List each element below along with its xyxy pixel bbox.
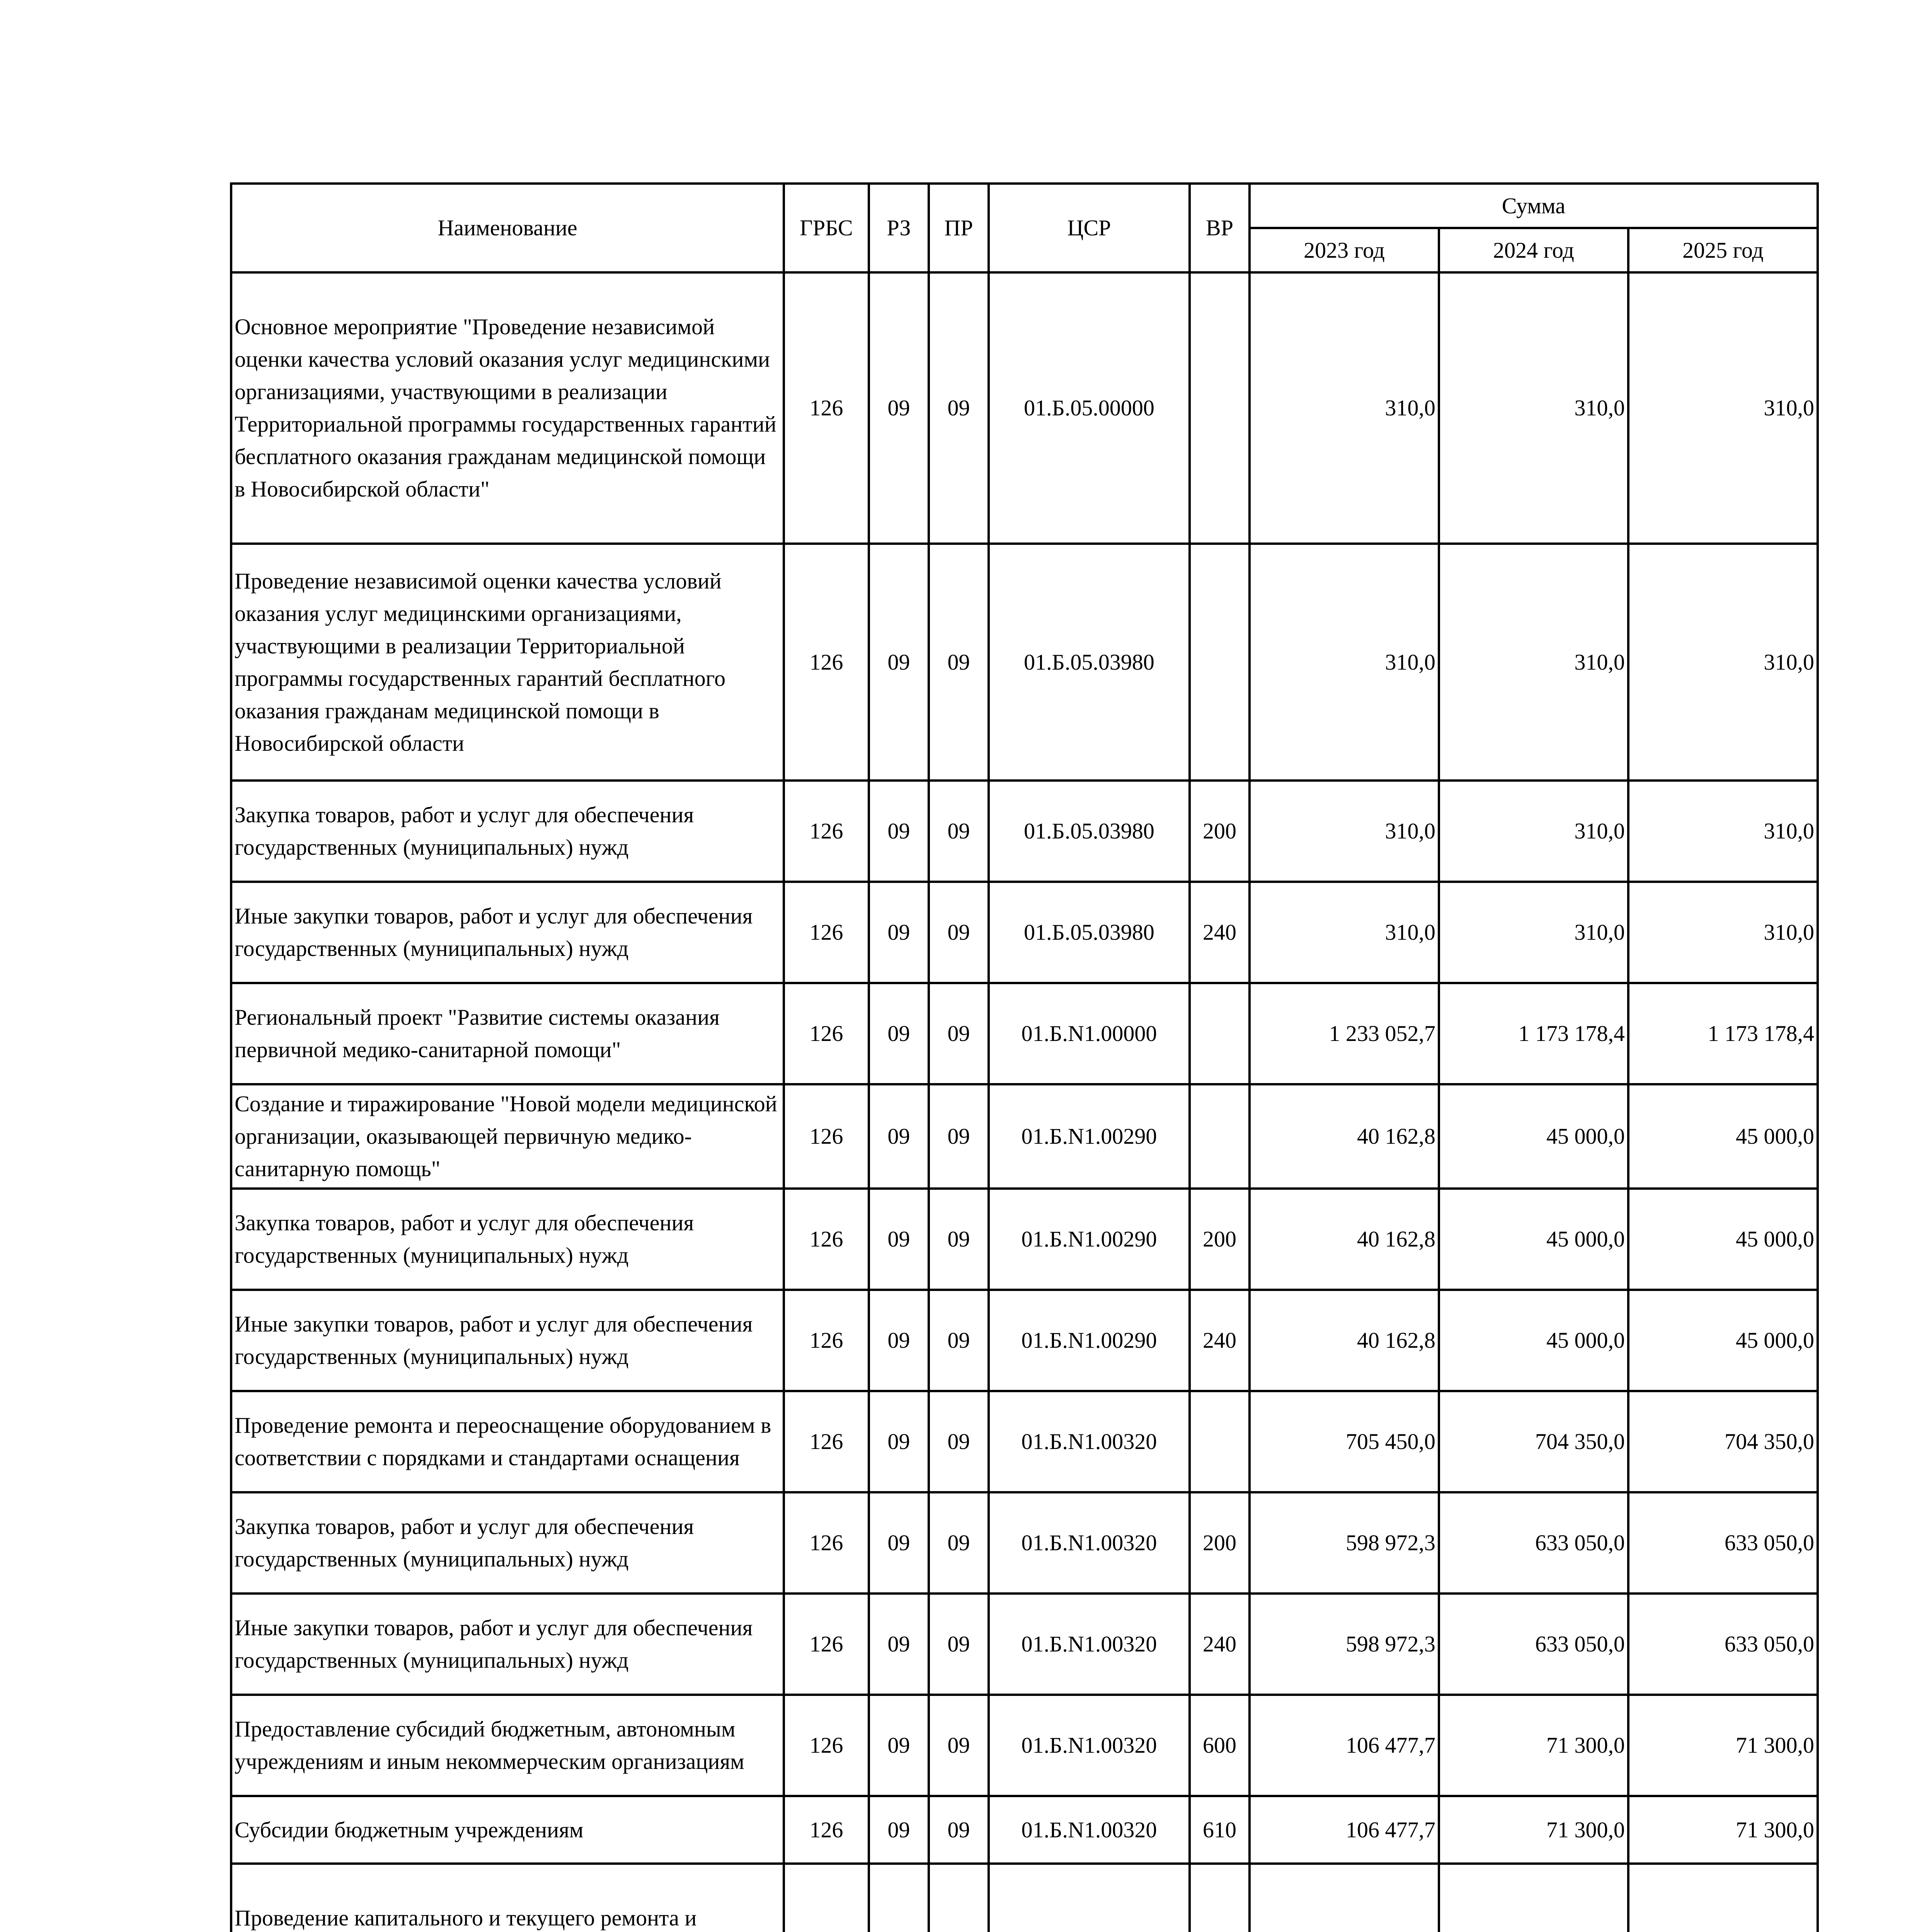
cell-2023: 598 972,3 <box>1250 1594 1439 1695</box>
cell-grbs: 126 <box>784 1695 869 1796</box>
cell-pr: 09 <box>929 1290 989 1391</box>
cell-name: Закупка товаров, работ и услуг для обеспечения государственных (муниципальных) нужд <box>231 1492 784 1594</box>
cell-2024: 310,0 <box>1439 882 1628 983</box>
cell-csr: 01.Б.05.03980 <box>989 781 1190 882</box>
cell-csr: 01.Б.N1.00290 <box>989 1189 1190 1290</box>
cell-2024: 45 000,0 <box>1439 1290 1628 1391</box>
cell-2023: 40 162,8 <box>1250 1189 1439 1290</box>
cell-grbs: 126 <box>784 781 869 882</box>
cell-vr: 600 <box>1190 1695 1250 1796</box>
cell-csr <box>989 1864 1190 1932</box>
cell-rz: 09 <box>869 983 929 1084</box>
cell-2023: 40 162,8 <box>1250 1290 1439 1391</box>
cell-grbs: 126 <box>784 1796 869 1864</box>
cell-csr: 01.Б.05.00000 <box>989 272 1190 544</box>
cell-pr: 09 <box>929 882 989 983</box>
cell-rz: 09 <box>869 1695 929 1796</box>
header-sum: Сумма <box>1250 184 1818 228</box>
cell-2023: 106 477,7 <box>1250 1796 1439 1864</box>
table-row <box>231 544 1818 781</box>
cell-2024: 633 050,0 <box>1439 1594 1628 1695</box>
header-name: Наименование <box>231 184 784 272</box>
cell-name: Проведение независимой оценки качества условий оказания услуг медицинскими организациями, участвующими в реализации Территориальной программы государственных гарантий бесплатного оказания гражданам медицинской помощи в Новосибирской области <box>231 544 784 781</box>
cell-vr: 200 <box>1190 1492 1250 1594</box>
cell-rz <box>869 1864 929 1932</box>
cell-2024: 45 000,0 <box>1439 1084 1628 1189</box>
cell-2023: 310,0 <box>1250 544 1439 781</box>
header-csr: ЦСР <box>989 184 1190 272</box>
table-row <box>231 983 1818 1084</box>
cell-vr <box>1190 1084 1250 1189</box>
cell-vr: 240 <box>1190 882 1250 983</box>
cell-name: Проведение капитального и текущего ремонта и <box>231 1864 784 1932</box>
cell-rz: 09 <box>869 1290 929 1391</box>
cell-csr: 01.Б.N1.00320 <box>989 1695 1190 1796</box>
cell-grbs: 126 <box>784 1391 869 1492</box>
cell-rz: 09 <box>869 882 929 983</box>
cell-rz: 09 <box>869 1084 929 1189</box>
cell-2024: 45 000,0 <box>1439 1189 1628 1290</box>
cell-name: Иные закупки товаров, работ и услуг для обеспечения государственных (муниципальных) нужд <box>231 1290 784 1391</box>
cell-rz: 09 <box>869 1189 929 1290</box>
cell-csr: 01.Б.N1.00290 <box>989 1084 1190 1189</box>
table-row <box>231 1492 1818 1594</box>
cell-2025: 310,0 <box>1628 781 1818 882</box>
cell-2023: 705 450,0 <box>1250 1391 1439 1492</box>
cell-name: Создание и тиражирование "Новой модели медицинской организации, оказывающей первичную медико-санитарную помощь" <box>231 1084 784 1189</box>
cell-2023: 310,0 <box>1250 781 1439 882</box>
table-row <box>231 882 1818 983</box>
cell-pr: 09 <box>929 1796 989 1864</box>
cell-2023: 310,0 <box>1250 882 1439 983</box>
cell-2024: 1 173 178,4 <box>1439 983 1628 1084</box>
cell-pr: 09 <box>929 272 989 544</box>
cell-name: Иные закупки товаров, работ и услуг для обеспечения государственных (муниципальных) нужд <box>231 1594 784 1695</box>
cell-vr: 200 <box>1190 1189 1250 1290</box>
table-header <box>231 184 1818 272</box>
cell-csr: 01.Б.05.03980 <box>989 882 1190 983</box>
header-year-2024: 2024 год <box>1439 228 1628 272</box>
cell-2023: 598 972,3 <box>1250 1492 1439 1594</box>
cell-pr: 09 <box>929 781 989 882</box>
cell-csr: 01.Б.N1.00320 <box>989 1492 1190 1594</box>
cell-2023: 310,0 <box>1250 272 1439 544</box>
cell-name: Закупка товаров, работ и услуг для обеспечения государственных (муниципальных) нужд <box>231 1189 784 1290</box>
cell-pr <box>929 1864 989 1932</box>
cell-2025: 45 000,0 <box>1628 1290 1818 1391</box>
cell-grbs: 126 <box>784 1290 869 1391</box>
cell-2025: 633 050,0 <box>1628 1492 1818 1594</box>
table-row <box>231 272 1818 544</box>
cell-vr: 240 <box>1190 1290 1250 1391</box>
cell-grbs: 126 <box>784 272 869 544</box>
cell-rz: 09 <box>869 272 929 544</box>
table-row <box>231 1695 1818 1796</box>
cell-pr: 09 <box>929 1492 989 1594</box>
cell-2025: 633 050,0 <box>1628 1594 1818 1695</box>
cell-vr: 240 <box>1190 1594 1250 1695</box>
table-row <box>231 1290 1818 1391</box>
cell-2024: 310,0 <box>1439 272 1628 544</box>
cell-vr <box>1190 544 1250 781</box>
cell-pr: 09 <box>929 1189 989 1290</box>
header-year-2023: 2023 год <box>1250 228 1439 272</box>
cell-vr: 610 <box>1190 1796 1250 1864</box>
cell-name: Проведение ремонта и переоснащение оборудованием в соответствии с порядками и стандартами оснащения <box>231 1391 784 1492</box>
cell-pr: 09 <box>929 544 989 781</box>
cell-2023: 106 477,7 <box>1250 1695 1439 1796</box>
cell-name: Региональный проект "Развитие системы оказания первичной медико-санитарной помощи" <box>231 983 784 1084</box>
cell-csr: 01.Б.N1.00320 <box>989 1594 1190 1695</box>
cell-2025: 310,0 <box>1628 882 1818 983</box>
cell-vr <box>1190 1391 1250 1492</box>
cell-csr: 01.Б.05.03980 <box>989 544 1190 781</box>
cell-grbs: 126 <box>784 544 869 781</box>
cell-2024: 71 300,0 <box>1439 1695 1628 1796</box>
cell-2023: 1 233 052,7 <box>1250 983 1439 1084</box>
cell-2024: 71 300,0 <box>1439 1796 1628 1864</box>
cell-grbs: 126 <box>784 882 869 983</box>
cell-pr: 09 <box>929 1391 989 1492</box>
cell-rz: 09 <box>869 1796 929 1864</box>
cell-pr: 09 <box>929 1695 989 1796</box>
table-body <box>231 272 1818 1932</box>
cell-2024: 633 050,0 <box>1439 1492 1628 1594</box>
cell-vr <box>1190 272 1250 544</box>
cell-grbs: 126 <box>784 1492 869 1594</box>
cell-2025: 45 000,0 <box>1628 1189 1818 1290</box>
cell-rz: 09 <box>869 1594 929 1695</box>
cell-csr: 01.Б.N1.00320 <box>989 1796 1190 1864</box>
header-grbs: ГРБС <box>784 184 869 272</box>
table-row <box>231 1864 1818 1932</box>
cell-rz: 09 <box>869 544 929 781</box>
cell-rz: 09 <box>869 1492 929 1594</box>
cell-2025: 1 173 178,4 <box>1628 983 1818 1084</box>
budget-table <box>230 182 1819 1932</box>
cell-2025: 310,0 <box>1628 272 1818 544</box>
header-year-2025: 2025 год <box>1628 228 1818 272</box>
cell-name: Основное мероприятие "Проведение независимой оценки качества условий оказания услуг медицинскими организациями, участвующими в реализации Территориальной программы государственных гарантий бесплатного оказания гражданам медицинской помощи в Новосибирской области" <box>231 272 784 544</box>
cell-name: Иные закупки товаров, работ и услуг для обеспечения государственных (муниципальных) нужд <box>231 882 784 983</box>
cell-pr: 09 <box>929 1594 989 1695</box>
cell-vr <box>1190 1864 1250 1932</box>
cell-2023 <box>1250 1864 1439 1932</box>
table-row <box>231 1391 1818 1492</box>
header-pr: ПР <box>929 184 989 272</box>
cell-rz: 09 <box>869 781 929 882</box>
cell-name: Закупка товаров, работ и услуг для обеспечения государственных (муниципальных) нужд <box>231 781 784 882</box>
cell-grbs <box>784 1864 869 1932</box>
header-vr: ВР <box>1190 184 1250 272</box>
cell-vr: 200 <box>1190 781 1250 882</box>
table-row <box>231 1594 1818 1695</box>
cell-name: Субсидии бюджетным учреждениям <box>231 1796 784 1864</box>
cell-pr: 09 <box>929 983 989 1084</box>
cell-2023: 40 162,8 <box>1250 1084 1439 1189</box>
header-rz: РЗ <box>869 184 929 272</box>
table-row <box>231 1189 1818 1290</box>
cell-grbs: 126 <box>784 983 869 1084</box>
cell-2025: 310,0 <box>1628 544 1818 781</box>
table-row <box>231 1796 1818 1864</box>
cell-2024 <box>1439 1864 1628 1932</box>
cell-2024: 704 350,0 <box>1439 1391 1628 1492</box>
cell-2024: 310,0 <box>1439 781 1628 882</box>
cell-2025: 704 350,0 <box>1628 1391 1818 1492</box>
cell-2024: 310,0 <box>1439 544 1628 781</box>
table-row <box>231 781 1818 882</box>
cell-csr: 01.Б.N1.00320 <box>989 1391 1190 1492</box>
cell-2025: 71 300,0 <box>1628 1796 1818 1864</box>
table-row <box>231 1084 1818 1189</box>
cell-name: Предоставление субсидий бюджетным, автономным учреждениям и иным некоммерческим организациям <box>231 1695 784 1796</box>
cell-2025: 71 300,0 <box>1628 1695 1818 1796</box>
cell-vr <box>1190 983 1250 1084</box>
cell-pr: 09 <box>929 1084 989 1189</box>
cell-csr: 01.Б.N1.00290 <box>989 1290 1190 1391</box>
cell-grbs: 126 <box>784 1084 869 1189</box>
cell-grbs: 126 <box>784 1594 869 1695</box>
cell-2025 <box>1628 1864 1818 1932</box>
cell-rz: 09 <box>869 1391 929 1492</box>
cell-grbs: 126 <box>784 1189 869 1290</box>
cell-csr: 01.Б.N1.00000 <box>989 983 1190 1084</box>
cell-2025: 45 000,0 <box>1628 1084 1818 1189</box>
